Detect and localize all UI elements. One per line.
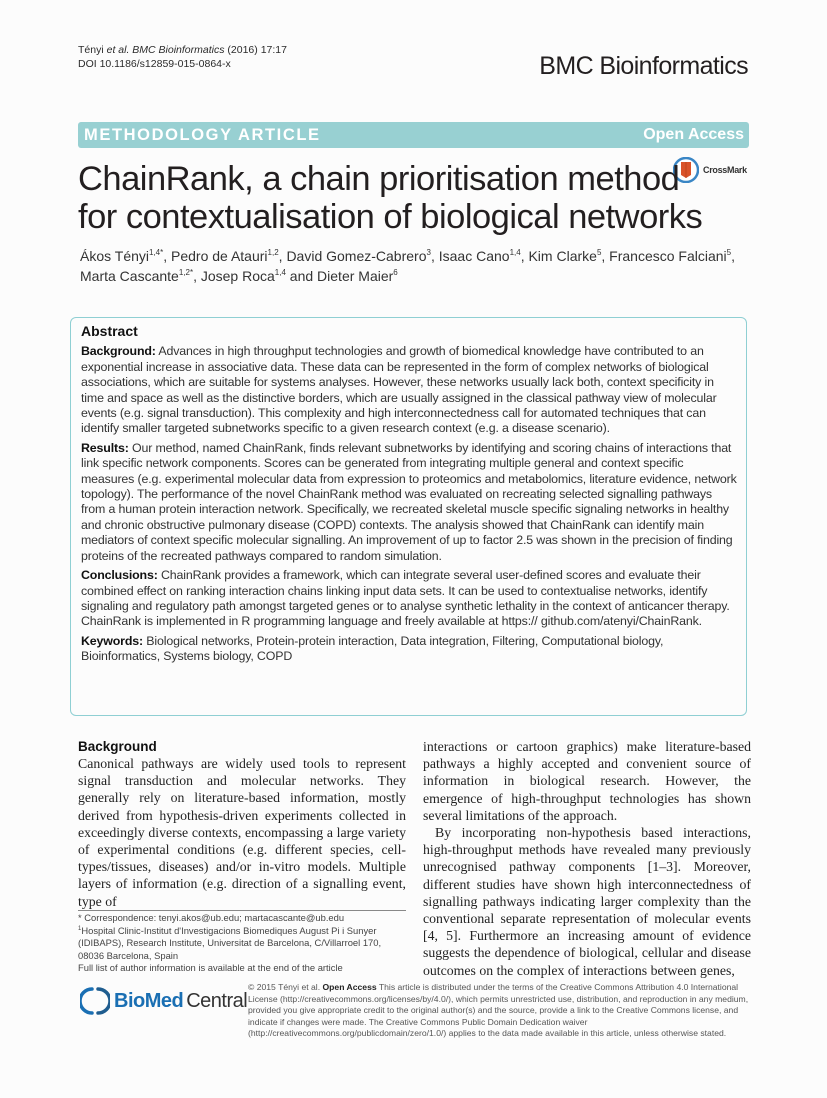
author[interactable]: Kim Clarke$^5$ — [528, 248, 602, 264]
author[interactable]: Isaac Cano$^{1,4}$ — [438, 248, 521, 264]
footnotes — [78, 912, 408, 975]
logo-text-biomed: BioMed — [114, 989, 184, 1012]
abstract-results: Results: Our method, named ChainRank, finds relevant subnetworks by identifying and scoring chains of interactions that link specific network components. Scores can be generated from integrating multiple general and context specific measures (e.g. experimental molecular data from expression to proteomics and metabolomics, literature evidence, network topology). The performance of the novel ChainRank method was evaluated on recreating selected signalling pathways from a human protein interaction network. Specifically, we recreated skeletal muscle specific signaling networks in healthy and chronic obstructive pulmonary disease (COPD) contexts. The analysis showed that ChainRank can identify main mediators of context specific molecular signalling. An improvement of up to factor 2.5 was shown in the precision of finding proteins of the recreated pathways compared to random simulation. — [81, 440, 737, 563]
citation-author: Tényi — [78, 44, 104, 56]
logo-text-central: Central — [186, 989, 248, 1012]
correspondence: * Correspondence: tenyi.akos@ub.edu; martacascante@ub.edu — [78, 912, 345, 923]
author-list: Ákos Tényi$^{1,4*}$, Pedro de Atauri$^{1,2}$, David Gomez-Cabrero$^3$, Isaac Cano$^{1,4}$, Kim Clarke$^5$, Francesco Falciani$^5$, Marta Cascante$^{1,2*}$, Josep Roca$^{1,4}$ and Dieter Maier$^6$ — [80, 248, 736, 284]
license-statement: © 2015 Tényi et al. Open Access This article is distributed under the terms of the Creative Commons Attribution 4.0 International License (http://creativecommons.org/licenses/by/4.0/), which permits unrestricted use, distribution, and reproduction in any medium, provided you give appropriate credit to the original author(s) and the source, provide a link to the Creative Commons license, and indicate if changes were made. The Creative Commons Public Domain Dedication waiver (http://creativecommons.org/publicdomain/zero/1.0/) applies to the data made available in this article, unless otherwise stated. — [248, 982, 749, 1039]
open-access-label: Open Access — [643, 126, 744, 143]
citation-line — [78, 43, 287, 57]
article-title — [78, 160, 702, 236]
running-header — [78, 43, 287, 71]
crossmark-label: CrossMark — [703, 165, 747, 175]
abstract-heading: Abstract — [81, 323, 138, 339]
citation-etal: et al. — [106, 44, 130, 56]
title-line-1: ChainRank, a chain prioritisation method — [78, 160, 680, 198]
author[interactable]: David Gomez-Cabrero$^3$ — [286, 248, 431, 264]
author[interactable]: Dieter Maier$^6$ — [317, 268, 398, 284]
author[interactable]: Marta Cascante$^{1,2*}$ — [80, 268, 194, 284]
abstract-keywords: Keywords: Biological networks, Protein-protein interaction, Data integration, Filtering, Computational biology, Bioinformatics, Systems biology, COPD — [81, 633, 664, 664]
body-paragraph: By incorporating non-hypothesis based interactions, high-throughput methods have revealed many previously unrecognised pathway components [1–3]. Moreover, different studies have shown high interconnectedness of signalling pathways indicating larger complexity than the conventional separate representation of molecular events [4, 5]. Furthermore an increasing amount of evidence suggests the dependence of biological, cellular and disease outcomes on the complex of interactions between genes, — [423, 825, 751, 978]
author[interactable]: Josep Roca$^{1,4}$ — [200, 268, 286, 284]
body-column-left — [78, 738, 406, 910]
biomed-central-logo[interactable] — [80, 986, 247, 1016]
footnote-divider — [78, 910, 406, 911]
doi[interactable]: DOI 10.1186/s12859-015-0864-x — [78, 58, 231, 70]
journal-name: BMC Bioinformatics — [539, 52, 748, 80]
abstract-background: Background: Advances in high throughput technologies and growth of biomedical knowledge have contributed to an exponential increase in associative data. These data can be represented in the form of complex networks of biological associations, which are suitable for systems analyses. However, these networks usually lack both, context specificity in time and space as well as the distinctive borders, which are usually assigned in the classical pathway view of molecular events (e.g. signal transduction). This complexity and high interconnectedness call for automated techniques that can identify smaller targeted subnetworks specific to a given research context (e.g. a disease scenario). — [81, 344, 717, 436]
title-line-2: for contextualisation of biological networks — [78, 198, 703, 236]
biomed-central-logo-icon — [80, 986, 110, 1016]
author-info-note: Full list of author information is available at the end of the article — [78, 962, 343, 974]
author[interactable]: Ákos Tényi$^{1,4*}$ — [80, 248, 164, 264]
citation-year-volume: (2016) 17:17 — [227, 44, 287, 56]
body-paragraph: Canonical pathways are widely used tools to represent signal transduction and molecular networks. They generally rely on literature-based information, mostly derived from hypothesis-driven experiments collected in exceedingly diverse contexts, encompassing a large variety of experimental conditions (e.g. different species, cell-types/tissues, diseases) and/or in-vitro models. Multiple layers of information (e.g. direction of a signalling event, type of — [78, 756, 406, 909]
citation-journal: BMC Bioinformatics — [132, 44, 225, 56]
author[interactable]: Francesco Falciani$^5$ — [609, 248, 732, 264]
body-paragraph: interactions or cartoon graphics) make literature-based pathways a highly accepted and convenient source of information in biological research. However, the emergence of high-throughput technologies has shown several limitations of the approach. — [423, 739, 751, 823]
affiliation: $^1$Hospital Clinic-Institut d'Investigacions Biomediques August Pi i Sunyer (IDIBAPS), Research Institute, Universitat de Barcelona, C/Villarroel 170, 08036 Barcelona, Spain — [78, 924, 382, 961]
author[interactable]: Pedro de Atauri$^{1,2}$ — [171, 248, 279, 264]
body-column-right — [423, 738, 751, 979]
article-type-banner — [78, 122, 749, 148]
section-heading-background: Background — [78, 739, 157, 754]
abstract-box — [70, 317, 747, 716]
abstract-conclusions: Conclusions: ChainRank provides a framework, which can integrate several user-defined scores and evaluate their combined effect on ranking interaction chains linking input data sets. It can be used to contextualise networks, identify signaling and regulatory path amongst targeted genes or to analyse synthetic lethality in the context of anticancer therapy. ChainRank is implemented in R programming language and freely available at https:// github.com/atenyi/ChainRank. — [81, 568, 730, 629]
article-type: METHODOLOGY ARTICLE — [84, 125, 321, 144]
